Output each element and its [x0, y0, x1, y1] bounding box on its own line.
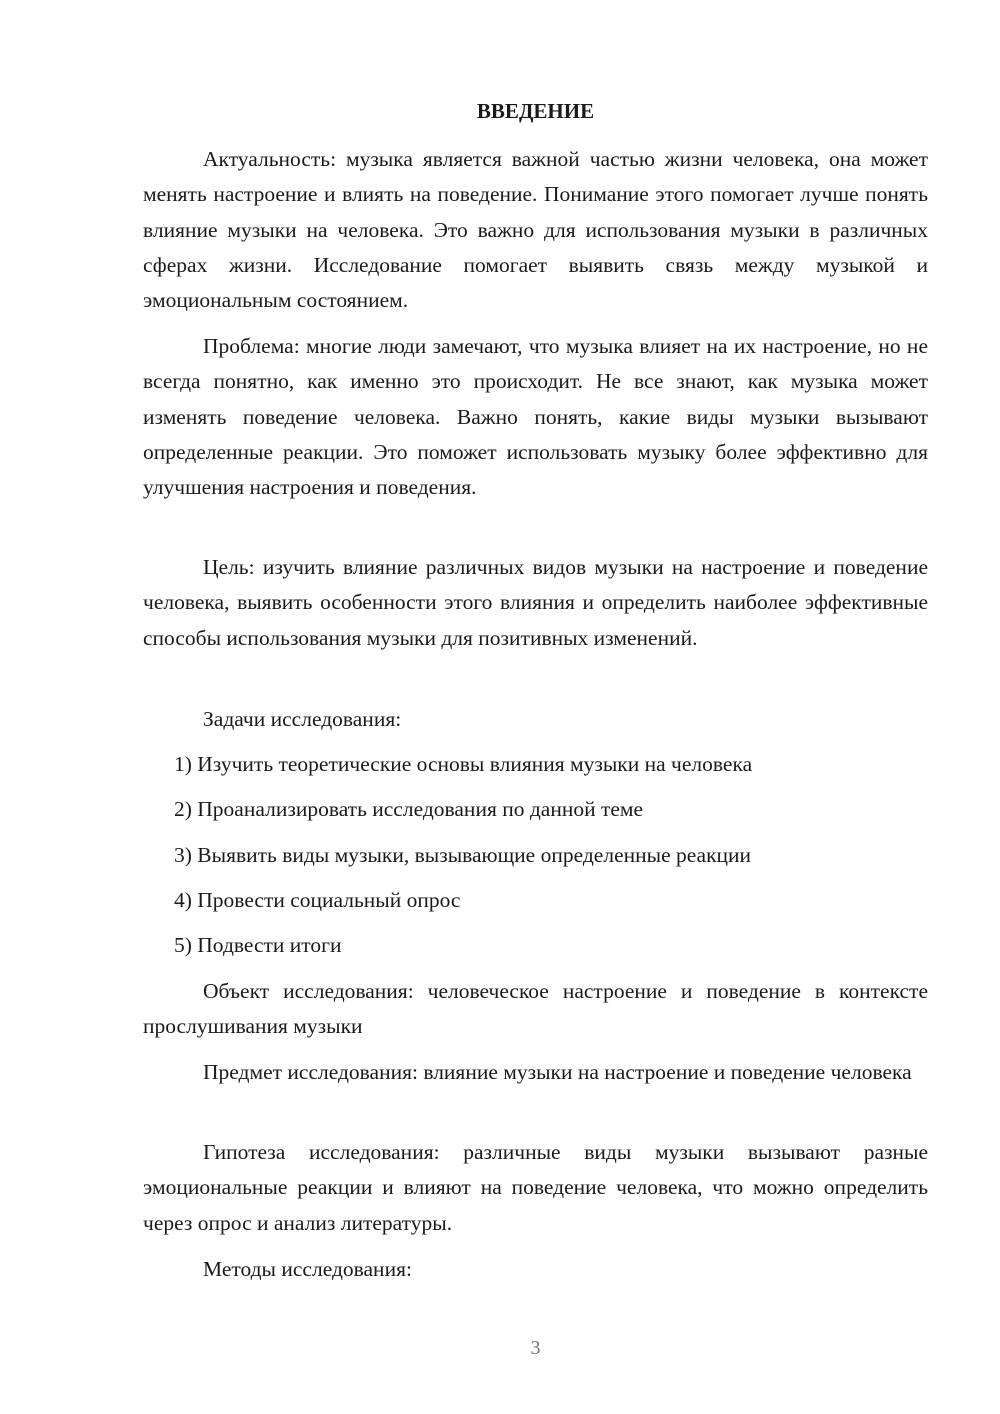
- paragraph-object: Объект исследования: человеческое настроение и поведение в контексте прослушивания музыки: [143, 979, 928, 1039]
- page-number: 3: [530, 1337, 541, 1359]
- task-item-3: 3) Выявить виды музыки, вызывающие определенные реакции: [174, 843, 752, 867]
- paragraph-problem: Проблема: многие люди замечают, что музыка влияет на их настроение, но не всегда понятно, как именно это происходит. Не все знают, как музыка может изменять поведение человека. Важно понять, какие виды музыки вызывают определенные реакции. Это поможет использовать музыку более эффективно для улучшения настроения и поведения.: [143, 334, 928, 500]
- paragraph-hypothesis: Гипотеза исследования: различные виды музыки вызывают разные эмоциональные реакции и влияют на поведение человека, что можно определить через опрос и анализ литературы.: [143, 1140, 928, 1235]
- task-item-1: 1) Изучить теоретические основы влияния музыки на человека: [174, 752, 753, 776]
- paragraph-methods: Методы исследования:: [203, 1257, 412, 1281]
- paragraph-tasks-intro: Задачи исследования:: [203, 707, 402, 731]
- task-item-4: 4) Провести социальный опрос: [174, 888, 461, 912]
- document-page: [143, 0, 928, 1414]
- section-heading: ВВЕДЕНИЕ: [476, 99, 595, 123]
- paragraph-relevance: Актуальность: музыка является важной частью жизни человека, она может менять настроение и влиять на поведение. Понимание этого помогает лучше понять влияние музыки на человека. Это важно для использования музыки в различных сферах жизни. Исследование помогает выявить связь между музыкой и эмоциональным состоянием.: [143, 147, 928, 313]
- task-item-2: 2) Проанализировать исследования по данной теме: [174, 797, 644, 821]
- task-item-5: 5) Подвести итоги: [174, 933, 342, 957]
- paragraph-subject: Предмет исследования: влияние музыки на настроение и поведение человека: [203, 1060, 912, 1084]
- paragraph-goal: Цель: изучить влияние различных видов музыки на настроение и поведение человека, выявить особенности этого влияния и определить наиболее эффективные способы использования музыки для позитивных изменений.: [143, 555, 928, 650]
